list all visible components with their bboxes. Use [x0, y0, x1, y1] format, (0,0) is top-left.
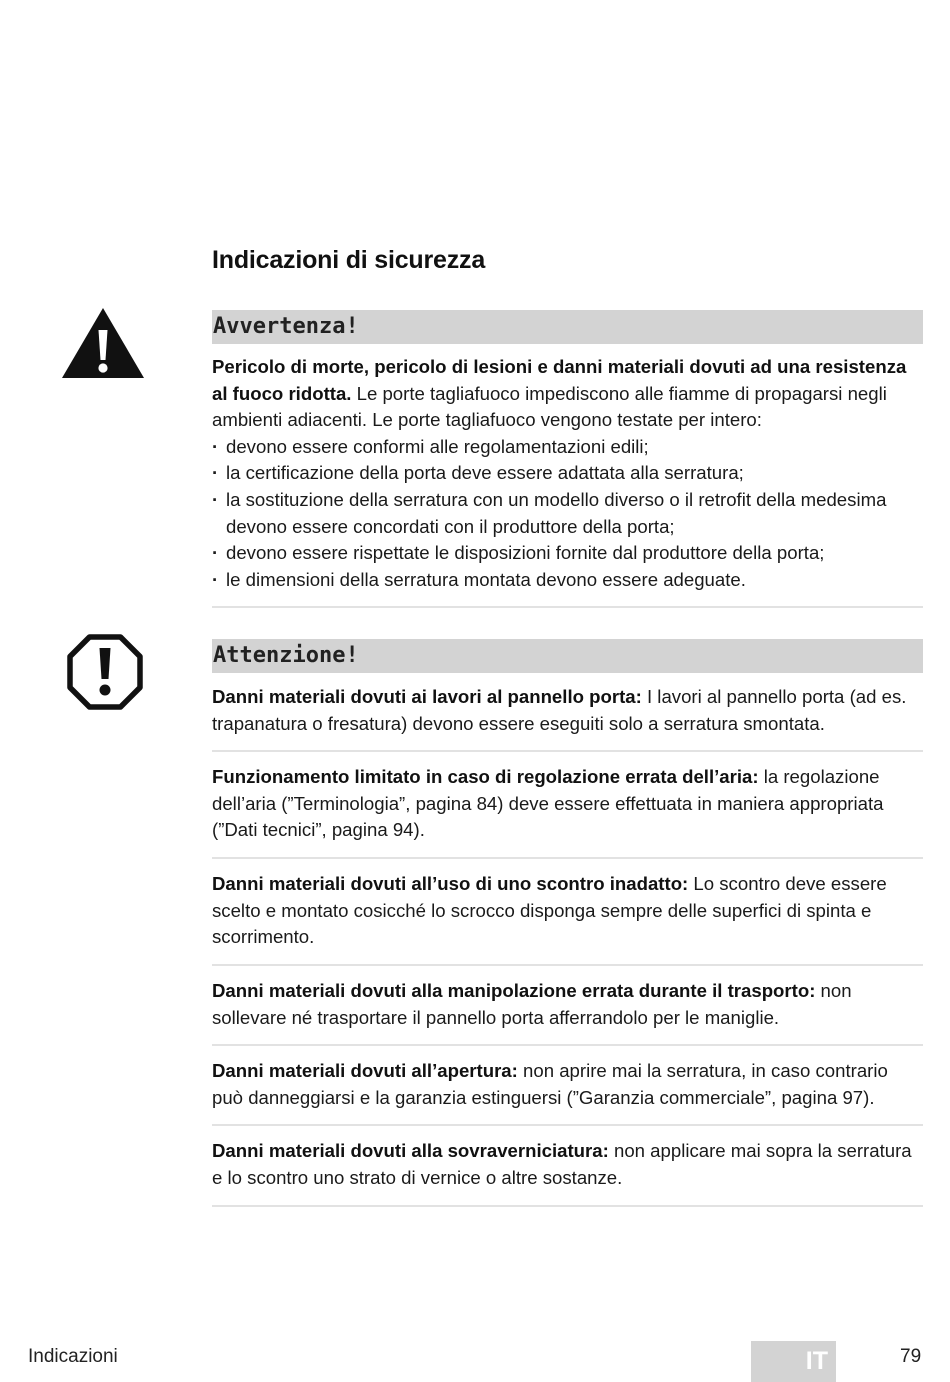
- caution-item-title: Funzionamento limitato in caso di regolazione errata dell’aria:: [212, 766, 759, 787]
- divider: [212, 964, 923, 966]
- caution-item-text: non sollevare né trasportare il pannello porta afferrandolo per le maniglie.: [212, 980, 852, 1028]
- caution-item-title: Danni materiali dovuti ai lavori al pannello porta:: [212, 686, 642, 707]
- caution-item: [212, 1058, 923, 1111]
- bullet-item: · devono essere rispettate le disposizioni fornite dal produttore della porta;: [212, 540, 923, 567]
- warning-bold-text: Pericolo di morte, pericolo di lesioni e danni materiali dovuti ad una resistenza al fuoco ridotta.: [212, 356, 907, 404]
- caution-item-text: non aprire mai la serratura, in caso contrario può danneggiarsi e la garanzia estinguersi (”Garanzia commerciale”, pagina 97).: [212, 1060, 888, 1108]
- bullet-item: · la sostituzione della serratura con un modello diverso o il retrofit della medesima devono essere concordati con il produttore della porta;: [212, 487, 923, 540]
- footer-section-label: Indicazioni: [28, 1346, 118, 1367]
- caution-item-title: Danni materiali dovuti alla sovraverniciatura:: [212, 1140, 609, 1161]
- divider: [212, 1124, 923, 1126]
- caution-item-title: Danni materiali dovuti alla manipolazione errata durante il trasporto:: [212, 980, 816, 1001]
- caution-item-text: non applicare mai sopra la serratura e lo scontro uno strato di vernice o altre sostanze.: [212, 1140, 912, 1188]
- caution-header: Attenzione!: [212, 639, 923, 673]
- warning-text: Le porte tagliafuoco impediscono alle fiamme di propagarsi negli ambienti adiacenti. Le porte tagliafuoco vengono testate per intero:: [212, 382, 887, 431]
- divider: [212, 1044, 923, 1046]
- divider: [212, 857, 923, 859]
- caution-item-title: Danni materiali dovuti all’apertura:: [212, 1060, 518, 1081]
- page-title: Indicazioni di sicurezza: [212, 246, 486, 274]
- caution-item-text: la regolazione dell’aria (”Terminologia”, pagina 84) deve essere effettuata in maniera appropriata (”Dati tecnici”, pagina 94).: [212, 766, 884, 841]
- warning-triangle-icon: [61, 306, 145, 380]
- page-number: 79: [900, 1346, 922, 1367]
- caution-item: [212, 978, 923, 1031]
- caution-item: [212, 684, 923, 737]
- bullet-item: · devono essere conformi alle regolamentazioni edili;: [212, 434, 923, 461]
- warning-bullet-list: [212, 434, 923, 594]
- warning-content: [212, 354, 923, 593]
- caution-item: [212, 871, 923, 951]
- divider: [212, 606, 923, 608]
- caution-octagon-icon: [67, 634, 143, 710]
- caution-item: [212, 1138, 923, 1191]
- caution-item-title: Danni materiali dovuti all’uso di uno scontro inadatto:: [212, 873, 689, 894]
- bullet-item: · la certificazione della porta deve essere adattata alla serratura;: [212, 460, 923, 487]
- divider: [212, 750, 923, 752]
- warning-header: Avvertenza!: [212, 310, 923, 344]
- language-tab: IT: [751, 1341, 836, 1382]
- bullet-item: · le dimensioni della serratura montata devono essere adeguate.: [212, 567, 923, 594]
- warning-paragraph: [212, 354, 923, 434]
- caution-item-text: Lo scontro deve essere scelto e montato cosicché lo scrocco disponga sempre delle superfici di spinta e scorrimento.: [212, 873, 887, 948]
- divider: [212, 1205, 923, 1207]
- caution-item: [212, 764, 923, 844]
- caution-item-text: I lavori al pannello porta (ad es. trapanatura o fresatura) devono essere eseguiti solo a serratura smontata.: [212, 686, 907, 734]
